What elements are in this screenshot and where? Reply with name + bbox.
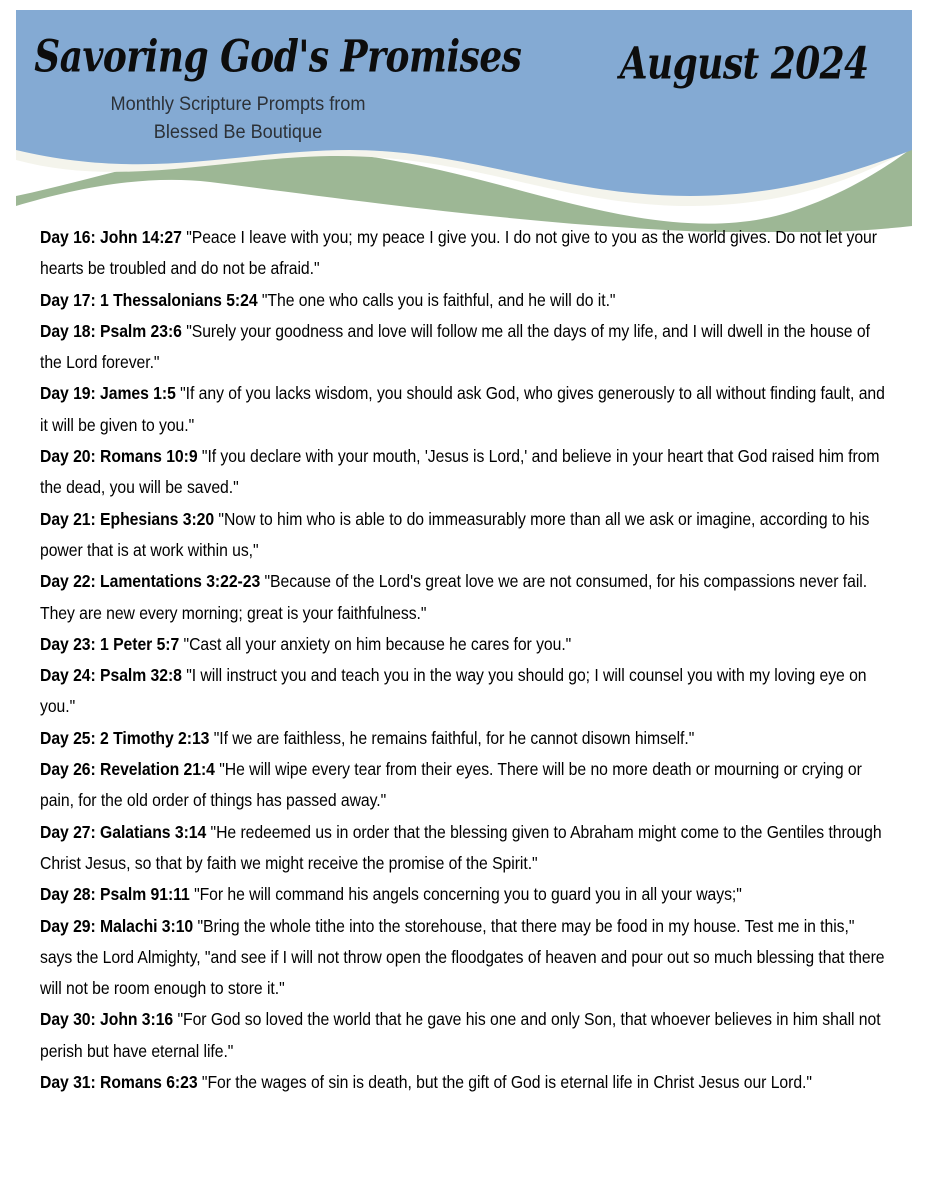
scripture-reference: Day 27: Galatians 3:14: [40, 821, 207, 842]
scripture-entry: [40, 378, 890, 441]
scripture-verse-text: "For God so loved the world that he gave his one and only Son, that whoever believes in him shall not perish but have eternal life.": [40, 1009, 881, 1061]
scripture-entry: [40, 441, 890, 504]
scripture-reference: Day 25: 2 Timothy 2:13: [40, 727, 210, 748]
month-year-heading: August 2024: [620, 37, 869, 90]
scripture-entry: [40, 817, 890, 880]
scripture-entry: [40, 566, 890, 629]
scripture-reference: Day 26: Revelation 21:4: [40, 759, 215, 780]
scripture-entry: [40, 879, 890, 910]
scripture-list: [40, 222, 890, 1098]
scripture-verse-text: "Now to him who is able to do immeasurably more than all we ask or imagine, according to his power that is at work within us,": [40, 508, 870, 560]
scripture-reference: Day 18: Psalm 23:6: [40, 320, 182, 341]
header-wave-graphic: [0, 0, 927, 232]
scripture-verse-text: "He will wipe every tear from their eyes. There will be no more death or mourning or crying or pain, for the old order of things has passed away.": [40, 759, 862, 811]
page-title: Savoring God's Promises: [34, 30, 522, 82]
scripture-entry: [40, 504, 890, 567]
scripture-reference: Day 31: Romans 6:23: [40, 1072, 198, 1093]
scripture-reference: Day 19: James 1:5: [40, 383, 176, 404]
scripture-entry: [40, 1067, 890, 1098]
scripture-reference: Day 28: Psalm 91:11: [40, 884, 190, 905]
scripture-reference: Day 24: Psalm 32:8: [40, 665, 182, 686]
scripture-entry: [40, 754, 890, 817]
scripture-verse-text: "If any of you lacks wisdom, you should ask God, who gives generously to all without finding fault, and it will be given to you.": [40, 383, 885, 435]
page-subtitle-line-2: Blessed Be Boutique: [153, 121, 323, 143]
scripture-verse-text: "If you declare with your mouth, 'Jesus is Lord,' and believe in your heart that God raised him from the dead, you will be saved.": [40, 446, 880, 498]
scripture-entry: [40, 660, 890, 723]
scripture-entry: [40, 222, 890, 285]
scripture-reference: Day 23: 1 Peter 5:7: [40, 633, 180, 654]
scripture-reference: Day 17: 1 Thessalonians 5:24: [40, 289, 258, 310]
scripture-reference: Day 22: Lamentations 3:22-23: [40, 571, 261, 592]
scripture-verse-text: "I will instruct you and teach you in the way you should go; I will counsel you with my loving eye on you.": [40, 665, 867, 717]
scripture-reference: Day 16: John 14:27: [40, 227, 182, 247]
scripture-verse-text: "Because of the Lord's great love we are not consumed, for his compassions never fail. They are new every morning; great is your faithfulness.": [40, 571, 868, 623]
page-subtitle-line-1: Monthly Scripture Prompts from: [110, 93, 366, 115]
scripture-verse-text: "For the wages of sin is death, but the gift of God is eternal life in Christ Jesus our Lord.": [201, 1072, 812, 1093]
scripture-entry: [40, 285, 890, 316]
scripture-reference: Day 29: Malachi 3:10: [40, 915, 194, 936]
scripture-verse-text: "He redeemed us in order that the blessing given to Abraham might come to the Gentiles through Christ Jesus, so that by faith we might receive the promise of the Spirit.": [40, 821, 882, 873]
scripture-entry: [40, 1004, 890, 1067]
header-banner: [0, 0, 927, 232]
scripture-entry: [40, 629, 890, 660]
scripture-entry: [40, 723, 890, 754]
scripture-reference: Day 21: Ephesians 3:20: [40, 508, 215, 529]
scripture-reference: Day 30: John 3:16: [40, 1009, 174, 1030]
scripture-entry: [40, 911, 890, 1005]
scripture-verse-text: "Peace I leave with you; my peace I give you. I do not give to you as the world gives. Do not let your hearts be troubled and do not be afraid.": [40, 227, 877, 279]
scripture-verse-text: "Bring the whole tithe into the storehouse, that there may be food in my house. Test me in this," says the Lord Almighty, "and see if I will not throw open the floodgates of heaven and pour out so much blessing that there will not be room enough to store it.": [40, 915, 885, 999]
scripture-verse-text: "For he will command his angels concerning you to guard you in all your ways;": [194, 884, 742, 905]
scripture-verse-text: "Cast all your anxiety on him because he cares for you.": [183, 633, 572, 654]
scripture-verse-text: "If we are faithless, he remains faithful, for he cannot disown himself.": [213, 727, 695, 748]
scripture-reference: Day 20: Romans 10:9: [40, 446, 198, 467]
scripture-verse-text: "Surely your goodness and love will follow me all the days of my life, and I will dwell in the house of the Lord forever.": [40, 320, 870, 373]
scripture-entry: [40, 316, 890, 379]
scripture-verse-text: "The one who calls you is faithful, and he will do it.": [261, 289, 616, 310]
